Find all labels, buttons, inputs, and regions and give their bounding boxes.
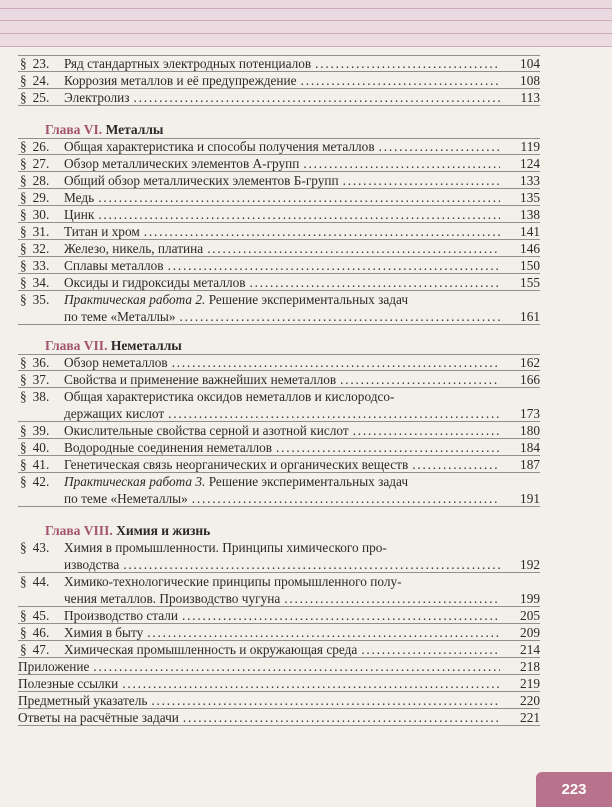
section-number: § 27. [20,156,50,171]
toc-row[interactable] [18,675,540,692]
dot-leader [315,55,500,72]
entry-page: 119 [520,139,540,154]
toc-row[interactable] [18,439,540,456]
dot-leader [98,206,500,223]
dot-leader [144,223,500,240]
dot-leader [151,692,500,709]
section-number: § 30. [20,207,50,222]
entry-title: Свойства и применение важнейших неметаллов [64,372,337,387]
toc-row[interactable] [18,641,540,658]
entry-title: Обзор металлических элементов А-групп [64,156,300,171]
entry-title: Общая характеристика и способы получения металлов [64,139,375,154]
dot-leader [301,72,500,89]
dot-leader [172,354,500,371]
entry-title: Окислительные свойства серной и азотной кислот [64,423,349,438]
chapter-heading-7[interactable]: Глава VII. Неметаллы [45,338,182,353]
toc-row-43[interactable]: § 43. Химия в промышленности. Принципы химического про- изводства ..... 192 [18,539,540,573]
entry-title: Полезные ссылки [18,676,119,691]
section-number: § 45. [20,608,50,623]
toc-row[interactable] [18,692,540,709]
entry-page: 180 [520,423,540,438]
dot-leader [122,675,500,692]
entry-title: Предметный указатель [18,693,148,708]
chapter-heading-8[interactable]: Глава VIII. Химия и жизнь [45,523,211,538]
entry-title: Ряд стандартных электродных потенциалов [64,56,312,71]
entry-page: 113 [520,90,540,105]
entry-title: Титан и хром [64,224,140,239]
toc-row[interactable] [18,422,540,439]
section-number: § 39. [20,423,50,438]
dot-leader [182,607,500,624]
entry-page: 108 [520,73,540,88]
toc-row[interactable] [18,240,540,257]
section-number: § 36. [20,355,50,370]
section-number: § 25. [20,90,50,105]
dot-leader [276,439,500,456]
entry-page: 146 [520,241,540,256]
dot-leader [93,658,500,675]
chapter-heading-6[interactable]: Глава VI. Металлы [45,122,164,137]
entry-page: 218 [520,659,540,674]
entry-title: Генетическая связь неорганических и органических веществ [64,457,409,472]
toc-row[interactable] [18,371,540,388]
section-number: § 24. [20,73,50,88]
toc-row[interactable] [18,189,540,206]
entry-title: Химия в быту [64,625,144,640]
entry-title: Общий обзор металлических элементов Б-групп [64,173,339,188]
dot-leader [361,641,500,658]
entry-title: Электролиз [64,90,130,105]
entry-title: Сплавы металлов [64,258,164,273]
dot-leader [353,422,500,439]
section-number: § 46. [20,625,50,640]
entry-title: Коррозия металлов и её предупреждение [64,73,297,88]
entry-title: Ответы на расчётные задачи [18,710,179,725]
entry-page: 209 [520,625,540,640]
section-number: § 40. [20,440,50,455]
entry-page: 138 [520,207,540,222]
entry-page: 220 [520,693,540,708]
toc-row-38[interactable]: § 38. Общая характеристика оксидов неметаллов и кислородсо- держащих кислот ..... 173 [18,388,540,422]
toc-row[interactable] [18,624,540,641]
entry-page: 124 [520,156,540,171]
entry-page: 104 [520,56,540,71]
toc-row[interactable] [18,257,540,274]
page-number: 223 [561,781,587,798]
toc-row[interactable] [18,138,540,155]
dot-leader [340,371,500,388]
toc-row[interactable] [18,155,540,172]
toc-row[interactable] [18,172,540,189]
toc-row[interactable] [18,72,540,89]
entry-page: 166 [520,372,540,387]
toc-row-44[interactable]: § 44. Химико-технологические принципы промышленного полу- чения металлов. Производство чугуна ..... 199 [18,573,540,607]
section-number: § 47. [20,642,50,657]
section-number: § 26. [20,139,50,154]
section-number: § 32. [20,241,50,256]
entry-page: 184 [520,440,540,455]
dot-leader [207,240,500,257]
entry-title: Производство стали [64,608,179,623]
entry-title: Водородные соединения неметаллов [64,440,273,455]
toc-row[interactable] [18,206,540,223]
dot-leader [98,189,500,206]
section-number: § 34. [20,275,50,290]
entry-page: 135 [520,190,540,205]
top-decorative-band [0,0,612,47]
dot-leader [343,172,500,189]
entry-page: 162 [520,355,540,370]
toc-row[interactable] [18,354,540,371]
toc-row-42[interactable]: § 42. Практическая работа 3. Решение экспериментальных задач по теме «Неметаллы» ..... 191 [18,473,540,507]
entry-page: 205 [520,608,540,623]
toc-row[interactable] [18,223,540,240]
dot-leader [183,709,500,726]
toc-row[interactable] [18,658,540,675]
entry-page: 133 [520,173,540,188]
dot-leader [250,274,500,291]
section-number: § 23. [20,56,50,71]
entry-page: 221 [520,710,540,725]
toc-row[interactable] [18,456,540,473]
dot-leader [168,257,500,274]
toc-row[interactable] [18,55,540,72]
table-of-contents [18,55,540,726]
toc-row[interactable] [18,607,540,624]
entry-title: Обзор неметаллов [64,355,168,370]
toc-row-35[interactable]: § 35. Практическая работа 2. Решение экспериментальных задач по теме «Металлы» ..... 161 [18,291,540,325]
section-number: § 29. [20,190,50,205]
entry-title: Цинк [64,207,95,222]
section-number: § 28. [20,173,50,188]
entry-title: Приложение [18,659,90,674]
dot-leader [134,89,500,106]
toc-row[interactable] [18,89,540,106]
entry-page: 219 [520,676,540,691]
entry-title: Медь [64,190,95,205]
section-number: § 41. [20,457,50,472]
section-number: § 37. [20,372,50,387]
entry-page: 214 [520,642,540,657]
entry-page: 141 [520,224,540,239]
dot-leader [147,624,500,641]
entry-title: Химическая промышленность и окружающая среда [64,642,358,657]
section-number: § 31. [20,224,50,239]
toc-row[interactable] [18,709,540,726]
dot-leader [412,456,500,473]
toc-row[interactable] [18,274,540,291]
entry-title: Оксиды и гидроксиды металлов [64,275,246,290]
section-number: § 33. [20,258,50,273]
dot-leader [303,155,500,172]
entry-title: Железо, никель, платина [64,241,204,256]
entry-page: 155 [520,275,540,290]
entry-page: 150 [520,258,540,273]
dot-leader [379,138,500,155]
entry-page: 187 [520,457,540,472]
page-number-tab [536,772,612,807]
